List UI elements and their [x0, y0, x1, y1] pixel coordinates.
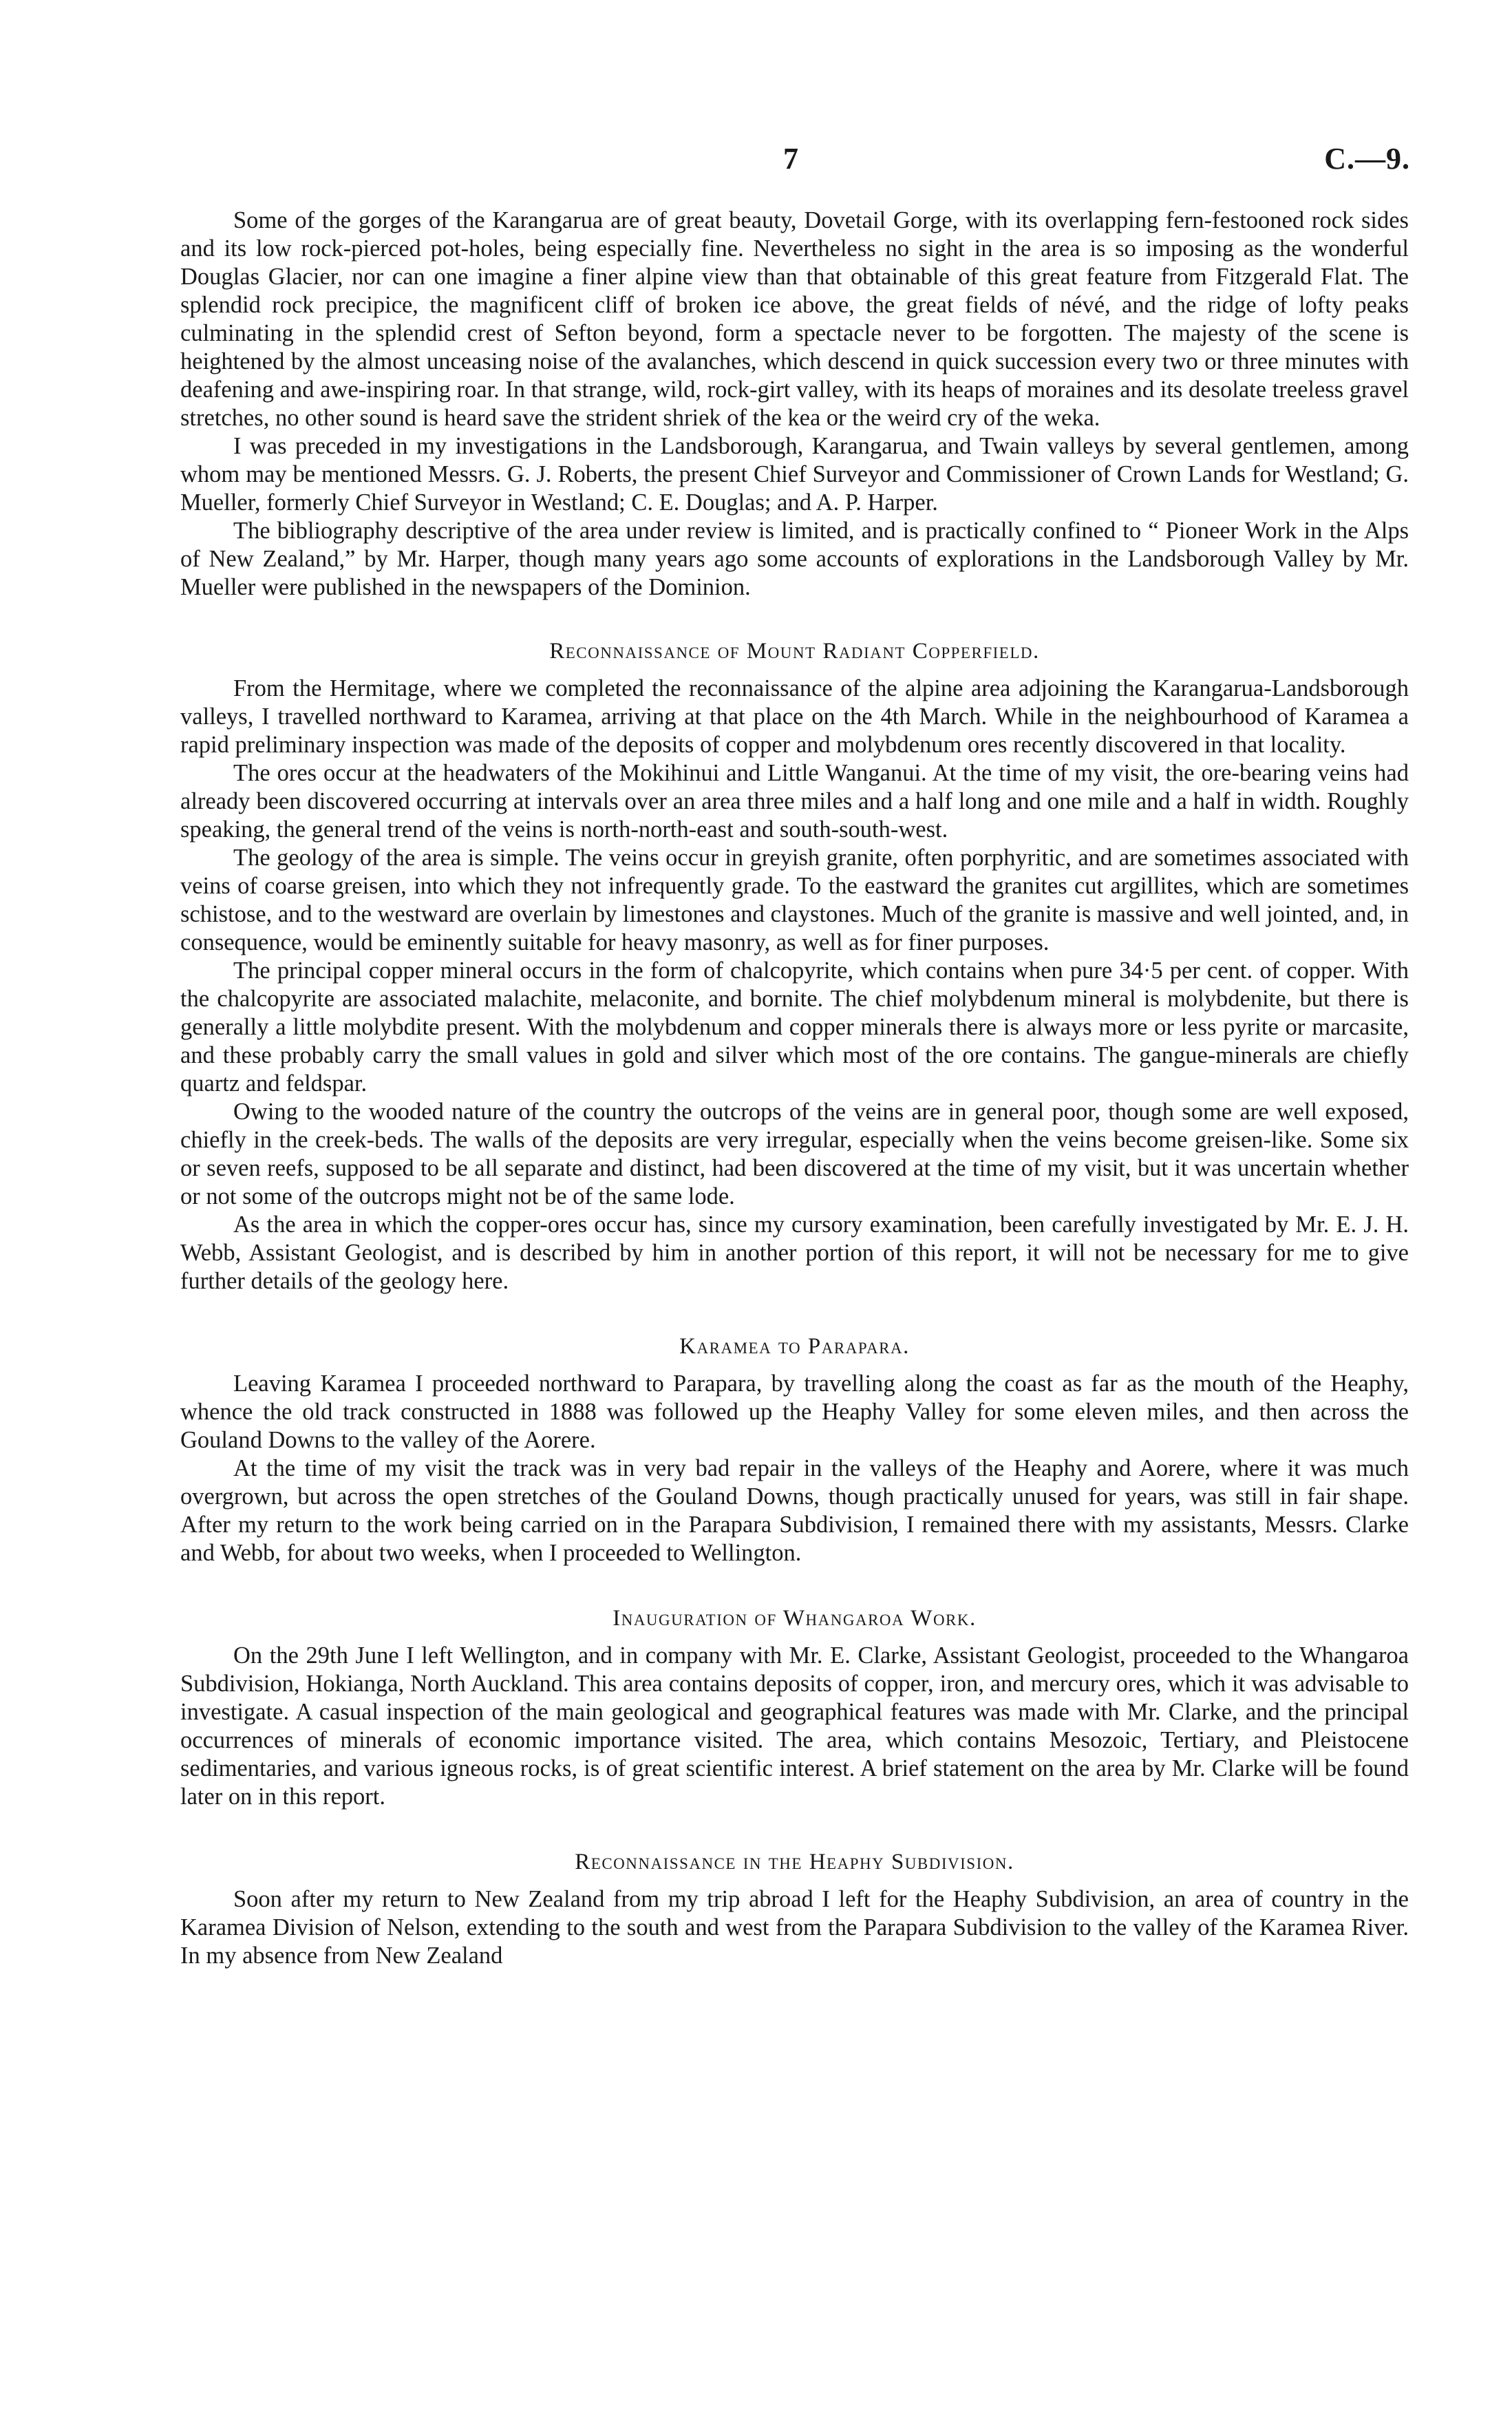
section-heading: Inauguration of Whangaroa Work. [613, 1606, 977, 1631]
paragraph: Soon after my return to New Zealand from my trip abroad I left for the Heaphy Subdivision, an area of country in the Karamea Division of Nelson, extending to the south and west from the Parapara Subdivision to the valley of the Karamea River. In my absence from New Zealand [180, 1886, 1409, 1969]
paragraph: From the Hermitage, where we completed the reconnaissance of the alpine area adjoining the Karangarua-Landsborough valleys, I travelled northward to Karamea, arriving at that place on the 4th March. While in the neighbourhood of Karamea a rapid preliminary inspection was made of the deposits of copper and molybdenum ores recently discovered in that locality. [180, 675, 1409, 758]
paragraph: As the area in which the copper-ores occur has, since my cursory examination, been carefully investigated by Mr. E. J. H. Webb, Assistant Geologist, and is described by him in another portion of this report, it will not be necessary for me to give further details of the geology here. [180, 1212, 1409, 1294]
paragraph: I was preceded in my investigations in the Landsborough, Karangarua, and Twain valleys by several gentlemen, among whom may be mentioned Messrs. G. J. Roberts, the present Chief Surveyor and Commissioner of Crown Lands for Westland; G. Mueller, formerly Chief Surveyor in Westland; C. E. Douglas; and A. P. Harper. [180, 433, 1409, 516]
paragraph: The bibliography descriptive of the area under review is limited, and is practically confined to “ Pioneer Work in the Alps of New Zealand,” by Mr. Harper, though many years ago some accounts of explorations in the Landsborough Valley by Mr. Mueller were published in the newspapers of the Dominion. [180, 518, 1409, 600]
paragraph: On the 29th June I left Wellington, and in company with Mr. E. Clarke, Assistant Geologist, proceeded to the Whangaroa Subdivision, Hokianga, North Auckland. This area contains deposits of copper, iron, and mercury ores, which it was advisable to investigate. A casual inspection of the main geological and geographical features was made with Mr. Clarke, and the principal occurrences of minerals of economic importance visited. The area, which contains Mesozoic, Tertiary, and Pleistocene sedimentaries, and various igneous rocks, is of great scientific interest. A brief statement on the area by Mr. Clarke will be found later on in this report. [180, 1642, 1409, 1810]
paragraph: Leaving Karamea I proceeded northward to Parapara, by travelling along the coast as far as the mouth of the Heaphy, whence the old track constructed in 1888 was followed up the Heaphy Valley for some eleven miles, and then across the Gouland Downs to the valley of the Aorere. [180, 1371, 1409, 1453]
page-header [0, 141, 1512, 189]
section-heading: Reconnaissance of Mount Radiant Copperfield. [549, 639, 1040, 664]
paragraph: The geology of the area is simple. The veins occur in greyish granite, often porphyritic, and are sometimes associated with veins of coarse greisen, into which they not infrequently grade. To the eastward the granites cut argillites, which are sometimes schistose, and to the westward are overlain by limestones and claystones. Much of the granite is massive and well jointed, and, in consequence, would be eminently suitable for heavy masonry, as well as for finer purposes. [180, 845, 1409, 955]
paragraph: The ores occur at the headwaters of the Mokihinui and Little Wanganui. At the time of my visit, the ore-bearing veins had already been discovered occurring at intervals over an area three miles and a half long and one mile and a half in width. Roughly speaking, the general trend of the veins is north-north-east and south-south-west. [180, 760, 1409, 843]
body-text [180, 207, 1409, 1970]
paragraph: Owing to the wooded nature of the country the outcrops of the veins are in general poor, though some are well exposed, chiefly in the creek-beds. The walls of the deposits are very irregular, especially when the veins become greisen-like. Some six or seven reefs, supposed to be all separate and distinct, had been discovered at the time of my visit, but it was uncertain whether or not some of the outcrops might not be of the same lode. [180, 1099, 1409, 1209]
section-heading: Reconnaissance in the Heaphy Subdivision. [575, 1850, 1014, 1874]
paragraph: The principal copper mineral occurs in the form of chalcopyrite, which contains when pure 34·5 per cent. of copper. With the chalcopyrite are associated malachite, melaconite, and bornite. The chief molybdenum mineral is molybdenite, but there is generally a little molybdite present. With the molybdenum and copper minerals there is always more or less pyrite or marcasite, and these probably carry the small values in gold and silver which most of the ore contains. The gangue-minerals are chiefly quartz and feldspar. [180, 957, 1409, 1097]
section-heading: Karamea to Parapara. [679, 1334, 910, 1359]
page-number: 7 [783, 142, 798, 176]
document-code: C.—9. [1324, 142, 1410, 176]
paragraph: Some of the gorges of the Karangarua are of great beauty, Dovetail Gorge, with its overlapping fern-festooned rock sides and its low rock-pierced pot-holes, being especially fine. Nevertheless no sight in the area is so imposing as the wonderful Douglas Glacier, nor can one imagine a finer alpine view than that obtainable of this great feature from Fitzgerald Flat. The splendid rock precipice, the magnificent cliff of broken ice above, the great fields of névé, and the ridge of lofty peaks culminating in the splendid crest of Sefton beyond, form a spectacle never to be forgotten. The majesty of the scene is heightened by the almost unceasing noise of the avalanches, which descend in quick succession every two or three minutes with deafening and awe-inspiring roar. In that strange, wild, rock-girt valley, with its heaps of moraines and its desolate treeless gravel stretches, no other sound is heard save the strident shriek of the kea or the weird cry of the weka. [180, 207, 1409, 431]
paragraph: At the time of my visit the track was in very bad repair in the valleys of the Heaphy and Aorere, where it was much overgrown, but across the open stretches of the Gouland Downs, though practically unused for years, was still in fair shape. After my return to the work being carried on in the Parapara Subdivision, I remained there with my assistants, Messrs. Clarke and Webb, for about two weeks, when I proceeded to Wellington. [180, 1455, 1409, 1566]
